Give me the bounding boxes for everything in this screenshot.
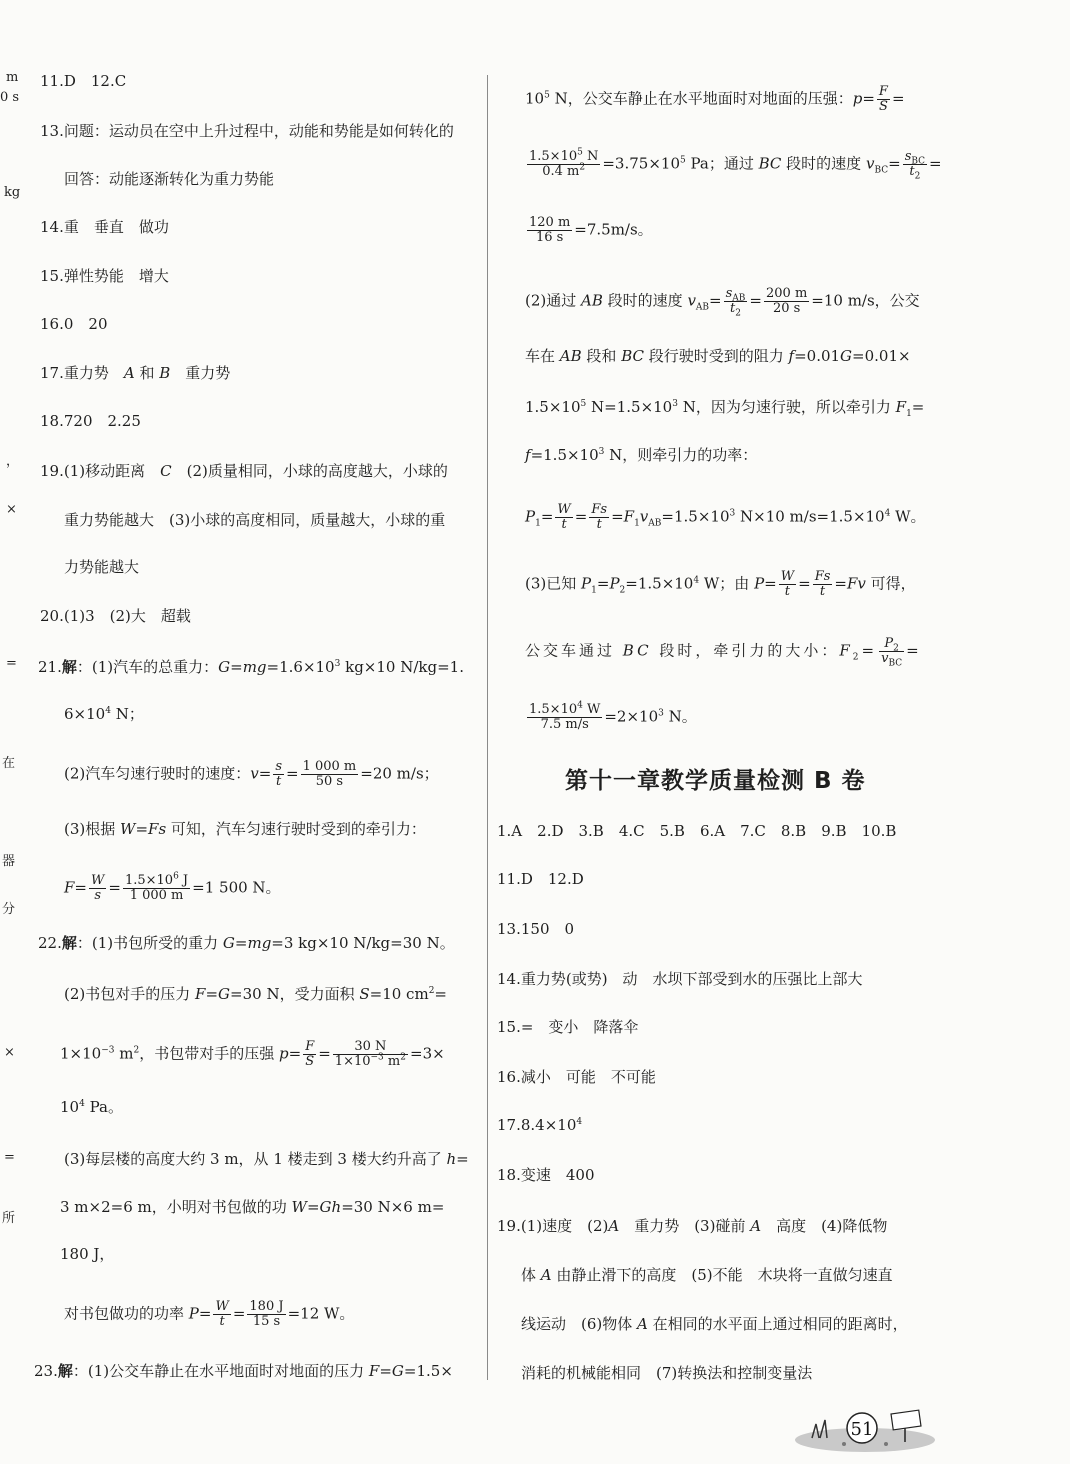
- answer-line: (2)通过 AB 段时的速度 $v_{AB}=$ $\frac{s_{AB}}{t_2}$ = $\frac{200 m}{20 s}$ =10 m/s，公交: [525, 286, 920, 319]
- edge-text: 所: [2, 1211, 16, 1226]
- edge-text: =: [6, 656, 17, 671]
- answer-line: $17.8.4\times 10^4$: [497, 1116, 583, 1134]
- flower-icon: [884, 1442, 888, 1446]
- answer-line: 重力势能越大 (3)小球的高度相同，质量越大，小球的重: [64, 511, 446, 529]
- page-number: 51: [850, 1419, 874, 1440]
- answer-line: 17.重力势 A 和 B 重力势: [40, 364, 231, 382]
- edge-text: 在: [2, 756, 16, 771]
- answer-line: 21.解：(1)汽车的总重力：$G=mg=1.6\times 10^3$ kg×10 N/kg=1.: [38, 658, 464, 676]
- answer-line: 13.问题：运动员在空中上升过程中，动能和势能是如何转化的: [40, 122, 454, 140]
- answer-line: $10^4$ Pa。: [60, 1098, 123, 1116]
- answer-line: 体 A 由静止滑下的高度 (5)不能 木块将一直做匀速直: [521, 1266, 893, 1284]
- answer-line: 22.解：(1)书包所受的重力 G=mg=3 kg×10 N/kg=30 N。: [38, 934, 455, 952]
- answer-line: 13.150 0: [497, 920, 575, 938]
- answer-line: $P_1=$ $\frac{W}{t}$ = $\frac{Fs}{t}$ $=F_1v_{AB}=1.5\times 10^3$ N×10 $m/s=1.5\times 10^4$ W。: [525, 502, 926, 532]
- edge-text: =: [4, 1150, 15, 1165]
- answer-line: $\frac{1.5\times 10^5 N}{0.4 m^2}$ $=3.75\times 10^5$ Pa；通过 BC 段时的速度 $v_{BC}=$ $\frac{s_{BC}}{t_2}$ =: [529, 147, 942, 182]
- answer-line: 19.(1)速度 (2)A 重力势 (3)碰前 A 高度 (4)降低物: [497, 1217, 888, 1235]
- edge-text: kg: [4, 185, 21, 200]
- answer-line: F= $\frac{W}{s}$ = $\frac{1.5\times 10^6 J}{1 000 m}$ =1 500 N。: [64, 871, 281, 903]
- answer-line: 公交车通过 BC 段时，牵引力的大小：$F_2=$ $\frac{P_2}{v_{BC}}$ =: [525, 636, 922, 669]
- answer-line: 18.变速 400: [497, 1166, 595, 1184]
- answer-line: 16.减小 可能 不可能: [497, 1068, 656, 1086]
- answer-line: $\frac{1.5\times 10^4 W}{7.5 m/s}$ $=2\times 10^3$ N。: [529, 700, 697, 732]
- answer-line: 对书包做功的功率 P= $\frac{W}{t}$ = $\frac{180 J}{15 s}$ =12 W。: [64, 1299, 355, 1329]
- answer-line: 11.D 12.D: [497, 870, 584, 888]
- answer-line: $6\times 10^4$ N；: [64, 705, 144, 723]
- answer-line: 14.重力势(或势) 动 水坝下部受到水的压强比上部大: [497, 970, 863, 988]
- answer-line: 16.0 20: [40, 315, 108, 333]
- answer-line: $f=1.5\times 10^3$ N，则牵引力的功率：: [525, 446, 758, 464]
- answer-line: $1\times 10^{-3}$ $m^2$，书包带对手的压强 p= $\frac{F}{S}$ = $\frac{30 N}{1\times 10^{-3} m^2}$ =3×: [60, 1039, 445, 1069]
- edge-text: m: [6, 70, 19, 85]
- answer-line: 回答：动能逐渐转化为重力势能: [64, 170, 275, 188]
- left-page-edge: [0, 0, 26, 1464]
- edge-text: ×: [4, 1045, 15, 1060]
- answer-line: 15.= 变小 降落伞: [497, 1018, 639, 1036]
- answer-line: 18.720 2.25: [40, 412, 141, 430]
- answer-line: 20.(1)3 (2)大 超载: [40, 607, 191, 625]
- answer-line: $\frac{120 m}{16 s}$ =7.5m/s。: [529, 215, 653, 245]
- edge-text: 器: [2, 854, 16, 869]
- answer-line: 15.弹性势能 增大: [40, 267, 169, 285]
- answer-line: $10^5$ N，公交车静止在水平地面时对地面的压强：p= $\frac{F}{S}$ =: [525, 84, 905, 114]
- answer-line: 14.重 垂直 做功: [40, 218, 169, 236]
- answer-line: $1.5\times 10^5$ $N=1.5\times 10^3$ N，因为匀速行驶，所以牵引力 $F_1=$: [525, 398, 925, 419]
- answer-line: (3)根据 W=Fs 可知，汽车匀速行驶时受到的牵引力：: [64, 820, 426, 838]
- answer-line: (2)书包对手的压力 F=G=30 N，受力面积 S=10 $cm^2=$: [64, 985, 447, 1003]
- section-title: 第十一章教学质量检测 B 卷: [565, 768, 866, 794]
- edge-text: ，: [6, 454, 20, 469]
- answer-line: 11.D 12.C: [40, 72, 127, 90]
- flower-icon: [842, 1442, 846, 1446]
- edge-text: 0 s: [0, 90, 20, 105]
- answer-line: (3)每层楼的高度大约 3 m，从 1 楼走到 3 楼大约升高了 h=: [64, 1150, 469, 1168]
- page-number-badge: [790, 1400, 940, 1460]
- answer-line: 23.解：(1)公交车静止在水平地面时对地面的压力 F=G=1.5×: [34, 1362, 453, 1380]
- answer-line: (2)汽车匀速行驶时的速度：v= $\frac{s}{t}$ = $\frac{1 000 m}{50 s}$ =20 m/s；: [64, 759, 439, 789]
- answer-line: 180 J，: [60, 1245, 115, 1263]
- answer-line: 19.(1)移动距离 C (2)质量相同，小球的高度越大，小球的: [40, 462, 448, 480]
- answer-line: 车在 AB 段和 BC 段行驶时受到的阻力 f=0.01G=0.01×: [525, 347, 911, 365]
- column-divider: [487, 75, 488, 1380]
- answer-line: 力势能越大: [64, 558, 140, 576]
- answer-line: 线运动 (6)物体 A 在相同的水平面上通过相同的距离时，: [521, 1315, 908, 1333]
- answer-line: 1.A 2.D 3.B 4.C 5.B 6.A 7.C 8.B 9.B 10.B: [497, 822, 897, 840]
- sign-board-icon: [891, 1410, 921, 1430]
- answer-line: (3)已知 $P_1=P_2=1.5\times 10^4$ W；由 P= $\frac{W}{t}$ = $\frac{Fs}{t}$ =Fv 可得，: [525, 569, 916, 599]
- answer-line: 消耗的机械能相同 (7)转换法和控制变量法: [521, 1364, 813, 1382]
- edge-text: 分: [2, 902, 16, 917]
- edge-text: ×: [6, 502, 17, 517]
- answer-line: 3 m×2=6 m，小明对书包做的功 W=Gh=30 N×6 m=: [60, 1198, 445, 1216]
